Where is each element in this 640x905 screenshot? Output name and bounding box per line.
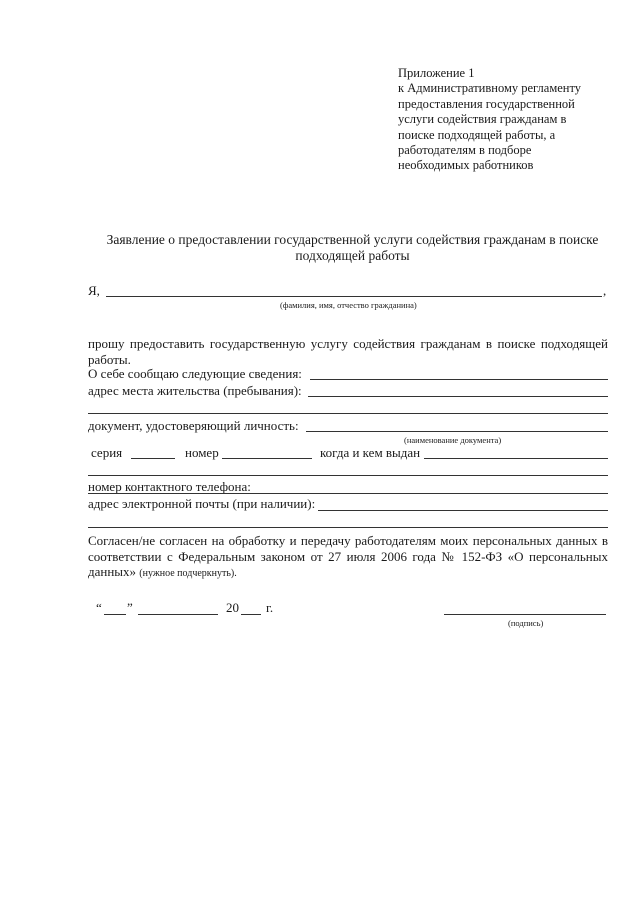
email-field-continuation[interactable]: [88, 527, 608, 528]
document-caption: (наименование документа): [404, 435, 502, 445]
series-field[interactable]: [131, 458, 175, 459]
phone-label: номер контактного телефона:: [88, 479, 251, 494]
date-day-field[interactable]: [104, 614, 126, 615]
title-line-1: Заявление о предоставлении государственной услуги содействия гражданам в поиске: [106, 232, 599, 247]
appendix-line: к Административному регламенту: [398, 81, 582, 96]
appendix-line: предоставления государственной: [398, 96, 575, 111]
address-field-continuation[interactable]: [88, 413, 608, 414]
consent-note: (нужное подчеркнуть).: [139, 568, 237, 579]
date-month-field[interactable]: [138, 614, 218, 615]
ya-label: Я,: [88, 283, 100, 298]
document-label: документ, удостоверяющий личность:: [88, 418, 299, 433]
title-line-2: подходящей работы: [295, 248, 410, 263]
appendix-line: необходимых работников: [398, 158, 534, 173]
email-field[interactable]: [318, 510, 608, 511]
email-label: адрес электронной почты (при наличии):: [88, 496, 316, 511]
about-field[interactable]: [310, 379, 608, 380]
consent-body: Согласен/не согласен на обработку и передачу работодателям моих персональных данных в соответствии с Федеральным законом от 27 июля 2006 года № 152-ФЗ «О персональных данных»: [88, 533, 608, 579]
appendix-note: [398, 66, 618, 174]
series-label: серия: [91, 445, 123, 460]
about-label: О себе сообщаю следующие сведения:: [88, 366, 302, 381]
issued-field-continuation[interactable]: [88, 475, 608, 476]
year-suffix: г.: [266, 600, 274, 615]
address-field[interactable]: [308, 396, 608, 397]
request-text: прошу предоставить государственную услугу содействия гражданам в поиске подходящей работы.: [88, 336, 608, 367]
date-open-quote: “: [96, 600, 102, 615]
appendix-line: работодателям в подборе: [398, 143, 532, 158]
signature-caption: (подпись): [508, 618, 544, 628]
document-title: [80, 232, 625, 264]
name-caption: (фамилия, имя, отчество гражданина): [280, 300, 417, 310]
appendix-line: поиске подходящей работы, а: [398, 127, 556, 142]
issued-label: когда и кем выдан: [320, 445, 421, 460]
year-prefix: 20: [226, 600, 239, 615]
appendix-line: Приложение 1: [398, 66, 475, 80]
signature-field[interactable]: [444, 614, 606, 615]
number-field[interactable]: [222, 458, 312, 459]
date-year-field[interactable]: [241, 614, 261, 615]
document-field[interactable]: [306, 431, 608, 432]
address-label: адрес места жительства (пребывания):: [88, 383, 302, 398]
issued-field[interactable]: [424, 458, 608, 459]
appendix-line: услуги содействия гражданам в: [398, 112, 567, 127]
date-close-quote: ”: [127, 600, 133, 615]
full-name-field[interactable]: [106, 296, 602, 297]
phone-field[interactable]: [88, 493, 608, 494]
number-label: номер: [185, 445, 219, 460]
consent-text: [88, 533, 608, 582]
ya-comma: ,: [603, 283, 607, 298]
